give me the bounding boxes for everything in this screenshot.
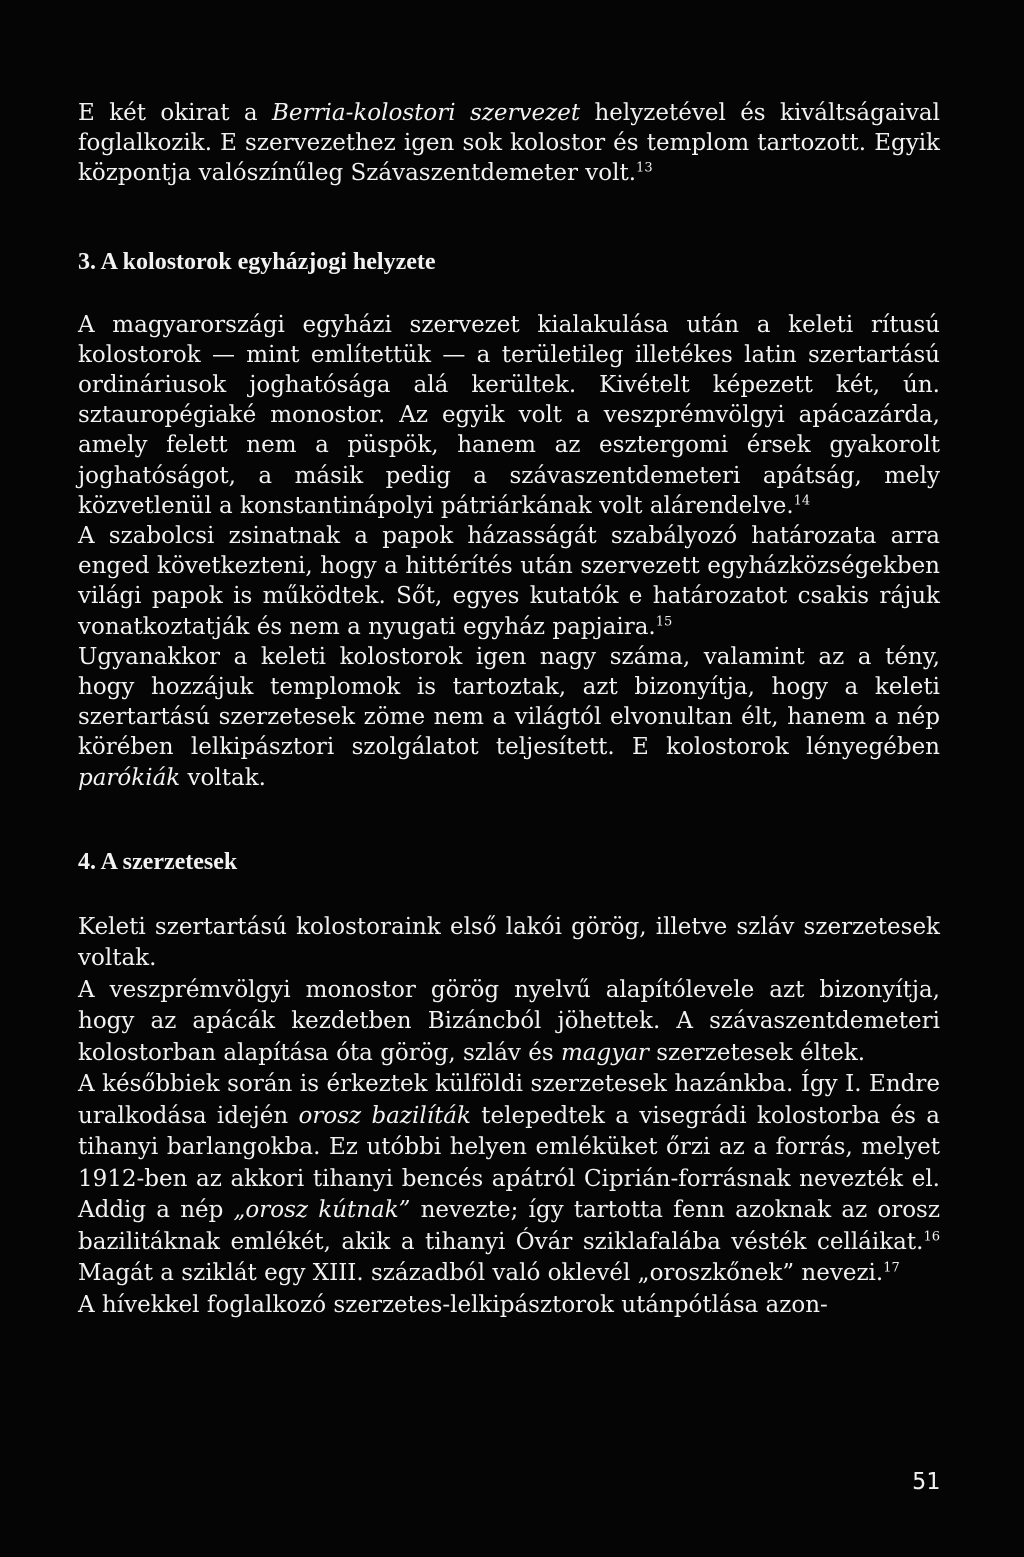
section4-p2-end: szerzetesek éltek. bbox=[648, 1039, 866, 1066]
section-heading-3: 3. A kolostorok egyházjogi helyzete bbox=[78, 248, 436, 275]
page-number: 51 bbox=[912, 1469, 940, 1495]
section4-p3-italic-a: orosz bazilíták bbox=[298, 1102, 471, 1129]
page-body bbox=[78, 98, 940, 1321]
intro-text-start: E két okirat a bbox=[78, 100, 272, 126]
footnote-ref: 13 bbox=[636, 160, 653, 176]
intro-text-end: helyzetével és kiváltságaival foglalkozik. E szervezethez igen sok kolostor és templom tartozott. Egyik központja valószínűleg Szávaszentdemeter volt. bbox=[78, 100, 940, 187]
footnote-ref: 17 bbox=[883, 1260, 900, 1276]
section4-paragraph-4: A hívekkel foglalkozó szerzetes-lelkipásztorok utánpótlása azon- bbox=[78, 1291, 828, 1318]
section4-p3-text-c: nevezte; így tartotta fenn azoknak az orosz bazilitáknak emlékét, akik a tihanyi Óvár sziklafalába vésték celláikat. bbox=[78, 1197, 940, 1255]
section4-p2-italic: magyar bbox=[560, 1039, 649, 1066]
section3-paragraph-2 bbox=[78, 521, 940, 642]
section3-p3-text: Ugyanakkor a keleti kolostorok igen nagy száma, valamint az a tény, hogy hozzájuk templomok is tartoztak, azt bizonyítja, hogy a keleti szertartású szerzetesek zöme nem a világtól elvonultan élt, hanem a nép körében lelkipásztori szolgálatot teljesített. E kolostorok lényegében bbox=[78, 643, 940, 761]
section4-p3-text-b: telepedtek a visegrádi kolostorba és a tihanyi barlangokba. Ez utóbbi helyen emléküket őrzi az a forrás, melyet 1912-ben az akkori tihanyi bencés apátról Ciprián-forrásnak nevezték el. Addig a nép bbox=[78, 1102, 941, 1224]
section4-paragraph-3 bbox=[78, 1069, 940, 1290]
footnote-ref: 15 bbox=[655, 613, 673, 629]
section4-p2-text: A veszprémvölgyi monostor görög nyelvű alapítólevele azt bizonyítja, hogy az apácák kezdetben Bizáncból jöhettek. A szávaszentdemeteri kolostorban alapítása óta görög, szláv és bbox=[78, 976, 940, 1066]
section4-p3-text-d: Magát a sziklát egy XIII. századból való oklevél „oroszkőnek” nevezi. bbox=[78, 1260, 884, 1287]
section4-p3-text-a: A későbbiek során is érkeztek külföldi szerzetesek hazánkba. Így I. Endre uralkodása idején bbox=[78, 1071, 940, 1129]
section3-p1-text: A magyarországi egyházi szervezet kialakulása után a keleti rítusú kolostorok — mint említettük — a területileg illetékes latin szertartású ordináriusok joghatósága alá kerültek. Kivételt képezett két, ún. sztauropégiaké monostor. Az egyik volt a veszprémvölgyi apácazárda, amely felett nem a püspök, hanem az esztergomi érsek gyakorolt joghatóságot, a másik pedig a szávaszentdemeteri apátság, mely közvetlenül a konstantinápolyi pátriárkának volt alárendelve. bbox=[78, 311, 940, 519]
section4-paragraph-1: Keleti szertartású kolostoraink első lakói görög, illetve szláv szerzetesek voltak. bbox=[78, 913, 940, 972]
section-heading-4: 4. A szerzetesek bbox=[78, 848, 238, 875]
footnote-ref: 14 bbox=[793, 493, 811, 509]
section3-p3-end: voltak. bbox=[180, 764, 266, 791]
section3-p3-italic: parókiák bbox=[78, 764, 181, 791]
intro-paragraph bbox=[78, 98, 940, 189]
section3-paragraph-3 bbox=[78, 642, 940, 793]
section4-paragraph-2 bbox=[78, 975, 940, 1070]
section3-paragraph-1 bbox=[78, 310, 940, 521]
intro-italic-term: Berria-kolostori szervezet bbox=[272, 100, 581, 126]
footnote-ref: 16 bbox=[923, 1229, 940, 1245]
section4-p3-italic-b: „orosz kútnak” bbox=[233, 1197, 411, 1224]
section4-body bbox=[78, 912, 940, 1322]
section3-p2-text: A szabolcsi zsinatnak a papok házasságát szabályozó határozata arra enged következteni, hogy a hittérítés után szervezett egyházközségekben világi papok is működtek. Sőt, egyes kutatók e határozatot csakis rájuk vonatkoztatják és nem a nyugati egyház papjaira. bbox=[78, 523, 940, 640]
